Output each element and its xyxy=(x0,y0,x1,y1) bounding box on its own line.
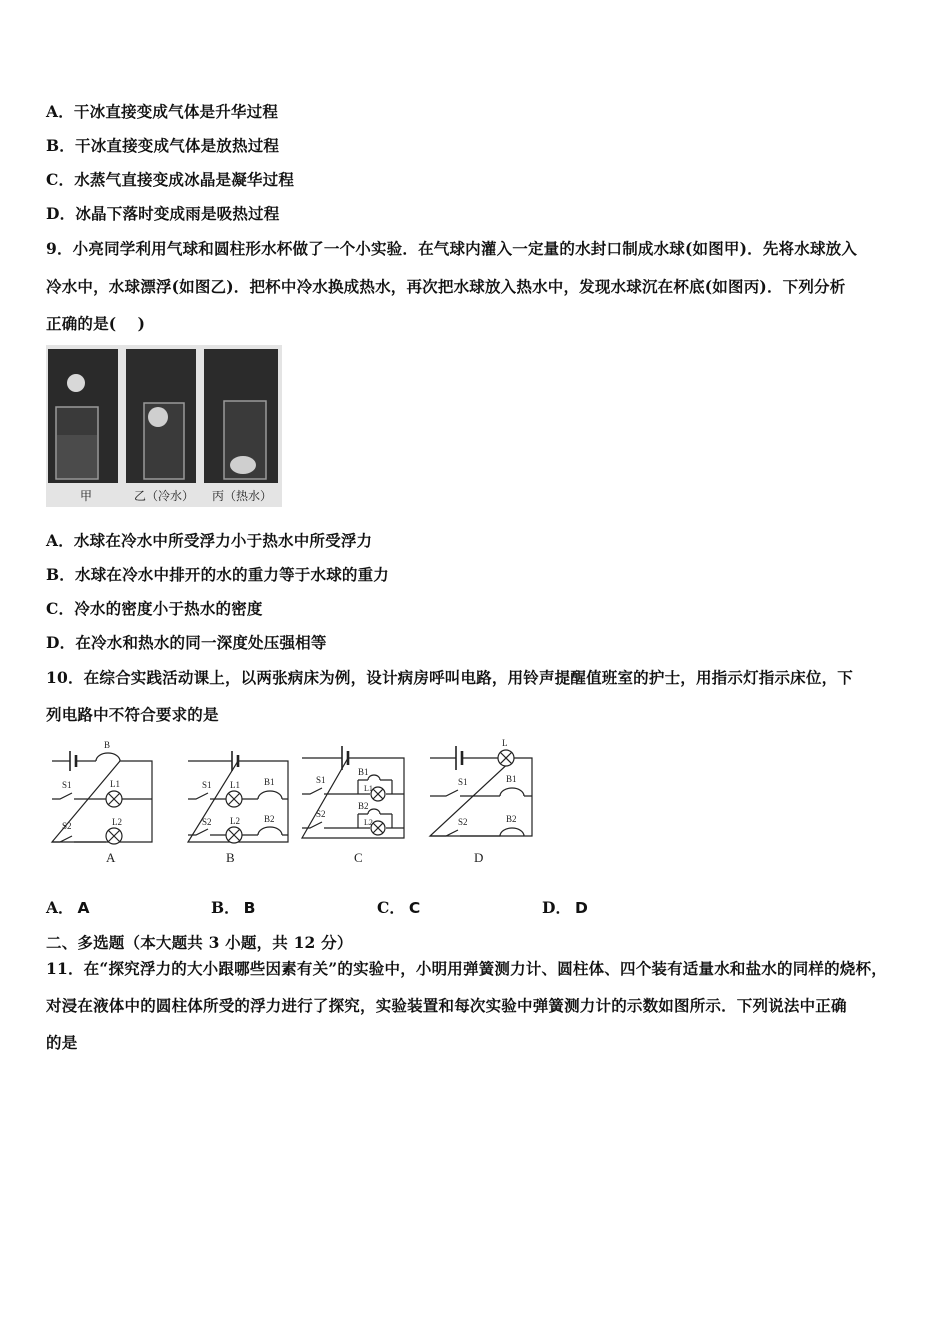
q8-option-a: A．干冰直接变成气体是升华过程 xyxy=(46,102,279,121)
label-l2: L2 xyxy=(112,817,122,827)
q10-option-a-value: A xyxy=(77,899,90,917)
photo-caption-bing: 丙（热水） xyxy=(212,489,273,503)
circuit-b xyxy=(188,751,288,865)
label-d-b2: B2 xyxy=(506,814,517,824)
q10-option-a xyxy=(46,898,90,918)
q10-option-b xyxy=(211,898,255,918)
water-balloon-photo xyxy=(46,345,282,507)
q10-option-d xyxy=(542,898,588,918)
photo-panel-jia xyxy=(48,349,118,483)
bell-icon xyxy=(96,753,120,761)
q9-option-b: B．水球在冷水中排开的水的重力等于水球的重力 xyxy=(46,565,390,584)
q8-option-d: D．冰晶下落时变成雨是吸热过程 xyxy=(46,204,280,223)
label-d-b1: B1 xyxy=(506,774,517,784)
photo-panel-yi xyxy=(126,349,196,483)
section-heading-multiple-choice: 二、多选题（本大题共 3 小题，共 12 分） xyxy=(46,933,353,952)
label-c-s1: S1 xyxy=(316,775,326,785)
circuit-label-a: A xyxy=(106,850,116,865)
q8-option-b: B．干冰直接变成气体是放热过程 xyxy=(46,136,280,155)
q9-stem-line-3: 正确的是( ) xyxy=(46,314,146,333)
q10-stem-line-2: 列电路中不符合要求的是 xyxy=(46,705,219,724)
q9-stem-line-1: 9．小亮同学利用气球和圆柱形水杯做了一个小实验．在气球内灌入一定量的水封口制成水球(如图甲)．先将水球放入 xyxy=(46,239,858,258)
q10-option-c-letter: C． xyxy=(377,898,405,917)
circuit-label-c: C xyxy=(354,850,363,865)
circuit-c xyxy=(302,746,404,865)
label-s2: S2 xyxy=(62,821,72,831)
circuit-label-b: B xyxy=(226,850,235,865)
circuit-label-d: D xyxy=(474,850,484,865)
label-c-l2: L2 xyxy=(364,818,373,827)
label-d-l: L xyxy=(502,738,508,748)
label-b-l1: L1 xyxy=(230,780,240,790)
label-l1: L1 xyxy=(110,779,120,789)
q10-option-c xyxy=(377,898,420,918)
circuit-diagrams xyxy=(46,738,546,868)
photo-caption-jia: 甲 xyxy=(80,489,93,503)
q10-option-b-letter: B． xyxy=(211,898,240,917)
label-b-s1: S1 xyxy=(202,780,212,790)
photo-panel-bing xyxy=(204,349,278,483)
label-b-b1: B1 xyxy=(264,777,275,787)
q10-option-b-value: B xyxy=(243,899,256,917)
label-c-b1: B1 xyxy=(358,767,369,777)
photo-caption-yi: 乙（冷水） xyxy=(134,489,195,503)
q11-stem-line-1: 11．在“探究浮力的大小跟哪些因素有关”的实验中，小明用弹簧测力计、圆柱体、四个装有适量水和盐水的同样的烧杯， xyxy=(46,959,887,978)
q11-stem-line-2: 对浸在液体中的圆柱体所受的浮力进行了探究，实验装置和每次实验中弹簧测力计的示数如图所示．下列说法中正确 xyxy=(46,996,847,1015)
label-c-s2: S2 xyxy=(316,809,326,819)
q8-option-c: C．水蒸气直接变成冰晶是凝华过程 xyxy=(46,170,295,189)
circuit-a xyxy=(52,740,152,865)
label-d-s2: S2 xyxy=(458,817,468,827)
q10-option-a-letter: A． xyxy=(46,898,74,917)
q11-stem-line-3: 的是 xyxy=(46,1033,78,1052)
circuit-d xyxy=(430,738,532,865)
label-b-l2: L2 xyxy=(230,816,240,826)
q9-option-d: D．在冷水和热水的同一深度处压强相等 xyxy=(46,633,327,652)
q10-option-d-letter: D． xyxy=(542,898,571,917)
label-b-s2: S2 xyxy=(202,817,212,827)
label-b-b2: B2 xyxy=(264,814,275,824)
label-c-b2: B2 xyxy=(358,801,369,811)
label-c-l1: L1 xyxy=(364,784,373,793)
q9-option-a: A．水球在冷水中所受浮力小于热水中所受浮力 xyxy=(46,531,373,550)
q10-stem-line-1: 10．在综合实践活动课上，以两张病床为例，设计病房呼叫电路，用铃声提醒值班室的护士，用指示灯指示床位，下 xyxy=(46,668,853,687)
label-d-s1: S1 xyxy=(458,777,468,787)
q9-stem-line-2: 冷水中，水球漂浮(如图乙)．把杯中冷水换成热水，再次把水球放入热水中，发现水球沉在杯底(如图丙)．下列分析 xyxy=(46,277,846,296)
label-bell: B xyxy=(104,740,111,750)
label-s1: S1 xyxy=(62,780,72,790)
q10-option-d-value: D xyxy=(574,899,588,917)
q10-option-c-value: C xyxy=(408,899,421,917)
q9-option-c: C．冷水的密度小于热水的密度 xyxy=(46,599,263,618)
